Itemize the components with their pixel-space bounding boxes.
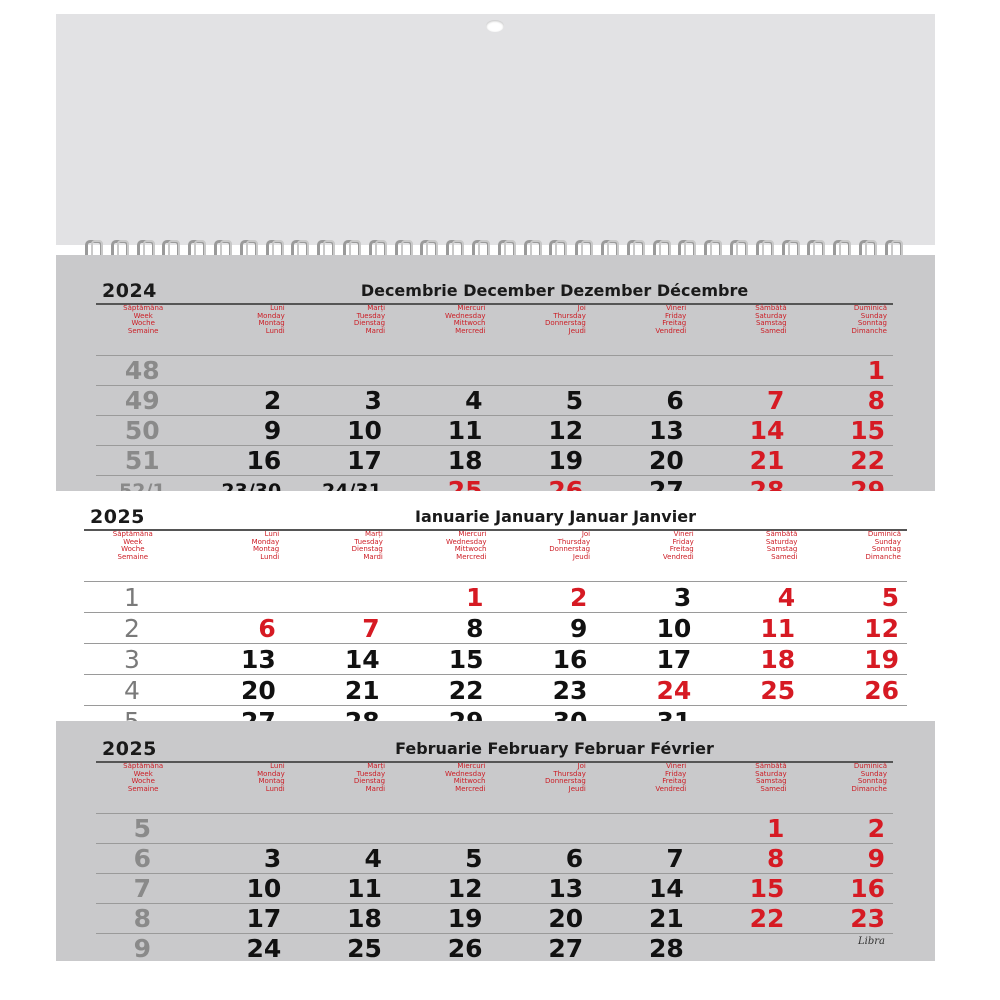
week-row <box>96 873 893 903</box>
month-header <box>84 505 907 531</box>
day-cell: 21 <box>749 446 785 475</box>
day-cell: 13 <box>240 644 276 674</box>
month-header <box>96 737 893 763</box>
week-number: 51 <box>124 446 160 475</box>
weekday-column-header: Sâmbătă Saturday Samstag Samedi <box>765 530 798 561</box>
week-column-header: Săptămâna Week Woche Semaine <box>123 762 164 793</box>
week-row <box>84 581 907 612</box>
day-cell: 3 <box>673 582 692 612</box>
weekday-column-header: Vineri Friday Freitag Vendredi <box>655 762 687 793</box>
day-cell: 22 <box>749 904 785 933</box>
weekday-column-header: Sâmbătă Saturday Samstag Samedi <box>755 304 787 335</box>
week-row <box>96 903 893 933</box>
day-cell: 5 <box>881 582 899 612</box>
weekday-column-header: Marți Tuesday Dienstag Mardi <box>351 530 383 561</box>
day-cell: 22 <box>850 446 885 475</box>
hanging-hole <box>486 20 504 32</box>
day-cell: 8 <box>867 386 885 415</box>
week-rows <box>84 581 907 736</box>
calendar-header-board <box>56 14 935 245</box>
week-number: 49 <box>124 386 160 415</box>
day-cell: 1 <box>466 582 484 612</box>
weekday-column-header: Duminică Sunday Sonntag Dimanche <box>851 304 887 335</box>
weekday-column-header: Luni Monday Montag Lundi <box>251 530 280 561</box>
day-cell: 4 <box>777 582 796 612</box>
week-number: 7 <box>133 874 152 903</box>
week-number: 9 <box>133 934 152 963</box>
day-cell: 21 <box>648 904 684 933</box>
week-number: 2 <box>123 613 140 643</box>
day-cell: 18 <box>447 446 483 475</box>
day-cell: 13 <box>648 416 684 445</box>
day-cell: 12 <box>548 416 584 445</box>
week-rows <box>96 813 893 963</box>
day-cell: 23 <box>552 675 588 705</box>
day-cell: 26 <box>447 934 483 963</box>
day-cell: 17 <box>656 644 692 674</box>
month-grid <box>96 737 893 963</box>
day-cell: 10 <box>347 416 382 445</box>
day-cell: 14 <box>648 874 684 903</box>
day-cell: 14 <box>344 644 380 674</box>
week-number: 8 <box>133 904 152 933</box>
day-cell: 11 <box>447 416 483 445</box>
month-title: Februarie February Februar Février <box>395 739 714 758</box>
week-row <box>96 385 893 415</box>
day-cell: 15 <box>850 416 885 445</box>
weekday-column-header: Miercuri Wednesday Mittwoch Mercredi <box>444 762 486 793</box>
day-cell: 8 <box>766 844 785 873</box>
day-cell: 25 <box>347 934 382 963</box>
day-cell: 5 <box>565 386 584 415</box>
weekday-column-header: Marți Tuesday Dienstag Mardi <box>353 762 386 793</box>
day-cell: 13 <box>548 874 584 903</box>
day-cell: 24 <box>246 934 282 963</box>
day-cell: 19 <box>548 446 584 475</box>
day-cell: 2 <box>867 814 885 843</box>
day-cell: 10 <box>656 613 692 643</box>
month-grid <box>96 279 893 489</box>
day-cell: 1 <box>867 356 885 385</box>
year-label: 2025 <box>90 506 145 528</box>
day-cell: 16 <box>552 644 588 674</box>
day-cell: 28 <box>648 934 684 963</box>
weekday-column-header: Luni Monday Montag Lundi <box>257 762 285 793</box>
month-grid <box>84 505 907 715</box>
day-cell: 18 <box>760 644 796 674</box>
weekday-column-header: Joi Thursday Donnerstag Jeudi <box>549 530 591 561</box>
day-cell: 9 <box>263 416 282 445</box>
week-row <box>96 355 893 385</box>
day-cell: 26 <box>864 675 899 705</box>
day-cell: 10 <box>246 874 282 903</box>
weekday-column-header: Miercuri Wednesday Mittwoch Mercredi <box>444 304 486 335</box>
day-cell: 12 <box>447 874 483 903</box>
weekday-column-header: Vineri Friday Freitag Vendredi <box>662 530 694 561</box>
day-cell: 27 <box>548 934 584 963</box>
month-panel-january <box>56 491 935 721</box>
week-number: 5 <box>133 814 152 843</box>
week-number: 1 <box>123 582 140 612</box>
weekday-column-header: Vineri Friday Freitag Vendredi <box>655 304 687 335</box>
week-number: 50 <box>124 416 160 445</box>
week-row <box>84 674 907 705</box>
day-cell: 17 <box>347 446 382 475</box>
day-cell: 19 <box>447 904 483 933</box>
month-header <box>96 279 893 305</box>
day-cell: 4 <box>465 386 483 415</box>
day-cell: 20 <box>648 446 684 475</box>
day-cell: 18 <box>347 904 382 933</box>
day-cell: 20 <box>548 904 584 933</box>
day-cell: 17 <box>246 904 282 933</box>
week-row <box>96 415 893 445</box>
day-cell: 14 <box>749 416 785 445</box>
day-cell: 8 <box>466 613 484 643</box>
brand-logo: Libra <box>858 936 885 947</box>
weekday-column-header: Sâmbătă Saturday Samstag Samedi <box>755 762 787 793</box>
month-title: Ianuarie January Januar Janvier <box>415 507 696 526</box>
weekday-column-header: Joi Thursday Donnerstag Jeudi <box>545 762 586 793</box>
week-row <box>96 813 893 843</box>
day-cell: 15 <box>749 874 785 903</box>
day-cell: 2 <box>263 386 282 415</box>
month-panel-february <box>56 721 935 961</box>
week-row <box>84 643 907 674</box>
weekday-column-header: Duminică Sunday Sonntag Dimanche <box>851 762 887 793</box>
weekday-column-header: Joi Thursday Donnerstag Jeudi <box>545 304 586 335</box>
day-cell: 15 <box>448 644 484 674</box>
day-cell: 4 <box>364 844 382 873</box>
weekday-column-header: Duminică Sunday Sonntag Dimanche <box>865 530 901 561</box>
week-row <box>96 445 893 475</box>
day-cell: 19 <box>864 644 899 674</box>
day-cell: 2 <box>569 582 588 612</box>
day-cell: 21 <box>344 675 380 705</box>
day-cell: 9 <box>867 844 885 873</box>
week-number: 48 <box>124 356 160 385</box>
day-cell: 3 <box>263 844 282 873</box>
week-number: 3 <box>123 644 140 674</box>
month-panel-december <box>56 255 935 491</box>
year-label: 2025 <box>102 738 157 760</box>
weekday-column-header: Miercuri Wednesday Mittwoch Mercredi <box>445 530 487 561</box>
week-number: 4 <box>123 675 140 705</box>
day-cell: 11 <box>347 874 382 903</box>
day-cell: 11 <box>760 613 796 643</box>
weekday-header <box>84 531 907 579</box>
day-cell: 7 <box>666 844 684 873</box>
day-cell: 12 <box>864 613 899 643</box>
day-cell: 24 <box>656 675 692 705</box>
day-cell: 6 <box>258 613 276 643</box>
day-cell: 7 <box>766 386 785 415</box>
weekday-header <box>96 763 893 811</box>
week-column-header: Săptămâna Week Woche Semaine <box>112 530 153 561</box>
day-cell: 25 <box>760 675 796 705</box>
day-cell: 1 <box>766 814 785 843</box>
day-cell: 23 <box>850 904 885 933</box>
day-cell: 16 <box>850 874 885 903</box>
day-cell: 9 <box>569 613 588 643</box>
day-cell: 16 <box>246 446 282 475</box>
day-cell: 6 <box>666 386 684 415</box>
day-cell: 5 <box>465 844 483 873</box>
day-cell: 22 <box>448 675 484 705</box>
day-cell: 7 <box>362 613 380 643</box>
week-row <box>84 612 907 643</box>
day-cell: 20 <box>240 675 276 705</box>
week-column-header: Săptămâna Week Woche Semaine <box>123 304 164 335</box>
week-row <box>96 843 893 873</box>
week-row <box>96 933 893 963</box>
week-rows <box>96 355 893 505</box>
weekday-column-header: Marți Tuesday Dienstag Mardi <box>353 304 386 335</box>
weekday-column-header: Luni Monday Montag Lundi <box>257 304 285 335</box>
month-title: Decembrie December Dezember Décembre <box>360 281 749 300</box>
year-label: 2024 <box>102 280 157 302</box>
weekday-header <box>96 305 893 353</box>
week-number: 6 <box>133 844 152 873</box>
day-cell: 6 <box>565 844 584 873</box>
day-cell: 3 <box>364 386 382 415</box>
